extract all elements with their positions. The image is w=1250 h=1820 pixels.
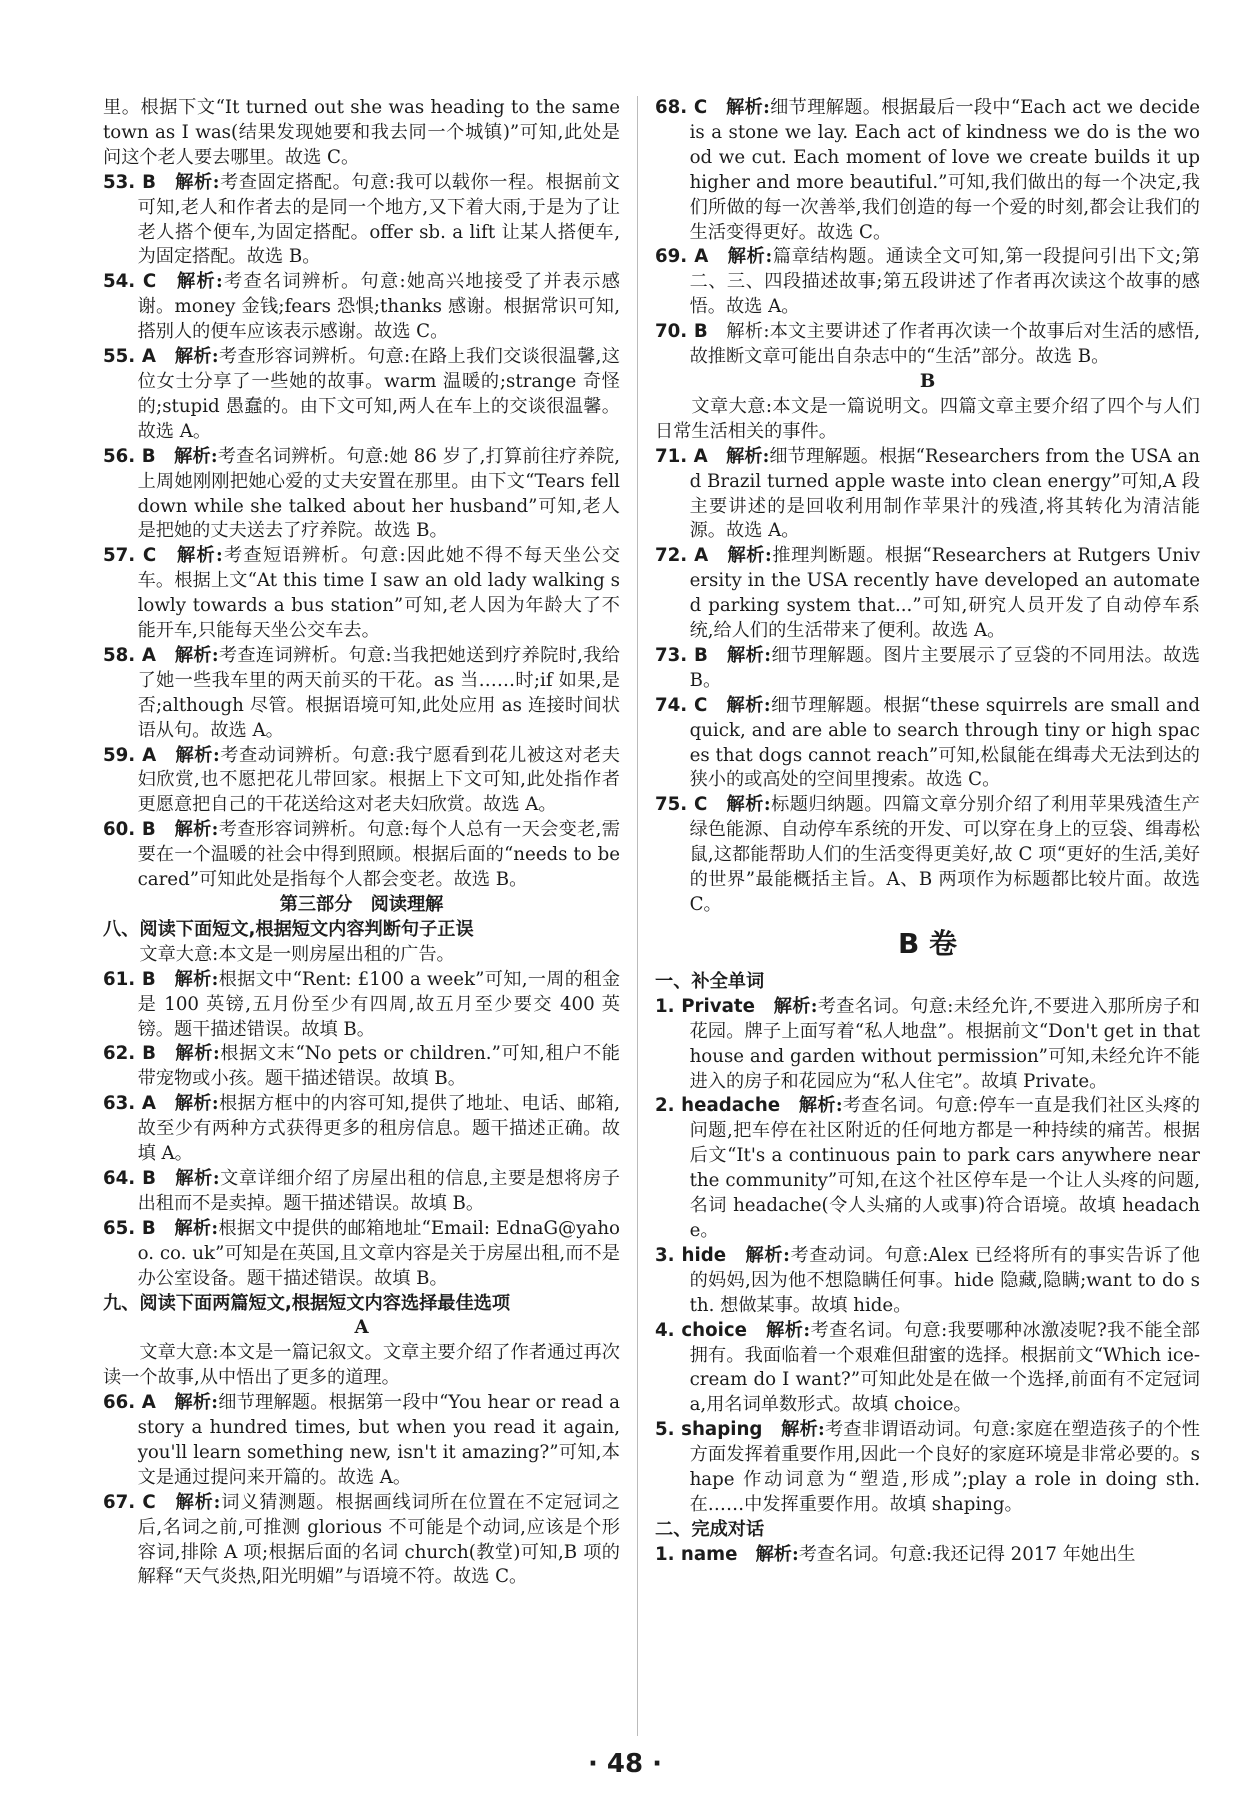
- answer-item: [103, 1092, 620, 1167]
- analysis-label: 解析:: [174, 819, 219, 841]
- answer-number: 62. B: [103, 1043, 176, 1065]
- answer-text: 考查动词。句意:Alex 已经将所有的事实告诉了他的妈妈,因为他不想隐瞒任何事。hide 隐藏,隐瞒;want to do sth. 想做某事。故填 hide。: [689, 1244, 1200, 1316]
- answer-text: 考查名词辨析。句意:她高兴地接受了并表示感谢。money 金钱;fears 恐惧;thanks 感谢。根据常识可知,搭别人的便车应该表示感谢。故选 C。: [137, 271, 620, 343]
- answer-text: 根据方框中的内容可知,提供了地址、电话、邮箱,故至少有两种方式获得更多的租房信息。题干描述正确。故填 A。: [137, 1093, 620, 1165]
- answer-list-words: [655, 995, 1200, 1518]
- part3-title: 第三部分 阅读理解: [279, 894, 444, 915]
- answer-item: [103, 445, 620, 545]
- answer-number: 59. A: [103, 744, 176, 766]
- answer-text: 细节理解题。根据“Researchers from the USA and Brazil turned apple waste into clean energy”可知,A 段主要讲述的是回收利用制作苹果汁的残渣,将其转化为清洁能源。故选 A。: [689, 445, 1200, 542]
- answer-item: [103, 1042, 620, 1092]
- answer-number: 64. B: [103, 1167, 176, 1189]
- answer-number: 58. A: [103, 644, 175, 666]
- answer-number: 61. B: [103, 968, 175, 990]
- analysis-label: 解析:: [726, 694, 771, 716]
- answer-text: 考查连词辨析。句意:当我把她送到疗养院时,我给了她一些我车里的两天前买的干花。as 当……时;if 如果,是否;although 尽管。根据语境可知,此处应用 as 连接时间状语从句。故选 A。: [137, 644, 620, 741]
- answer-text: 细节理解题。根据最后一段中“Each act we decide is a stone we lay. Each act of kindness we do is the wood we cut. Each moment of love we create builds it up higher and more beautiful.”可知,我们做出的每一个决定,我们所做的每一次善举,我们创造的每一个爱的时刻,都会让我们的生活变得更好。故选 C。: [689, 97, 1200, 243]
- section2-heading: 二、完成对话: [655, 1518, 765, 1540]
- answer-text: 根据文中“Rent: £100 a week”可知,一周的租金是 100 英镑,五月份至少有四周,故五月至少要交 400 英镑。题干描述错误。故填 B。: [137, 968, 621, 1040]
- left-column: [103, 96, 620, 1590]
- answer-number: 68. C: [655, 97, 727, 118]
- analysis-label: 解析:: [745, 1244, 790, 1266]
- answer-number: 71. A: [655, 445, 727, 467]
- analysis-label: 解析:: [766, 1319, 811, 1341]
- right-column: [655, 96, 1200, 1568]
- answer-item: [103, 345, 620, 445]
- analysis-label: 解析:: [726, 445, 770, 467]
- answer-text: 考查名词。句意:我要哪种冰激凌呢?我不能全部拥有。我面临着一个艰难但甜蜜的选择。根据前文“Which ice-cream do I want?”可知此处是在做一个选择,前面有不定冠词 a,用名词单数形式。故填 choice。: [689, 1319, 1200, 1416]
- analysis-label: 解析:: [177, 271, 223, 293]
- analysis-label: 解析:: [174, 1093, 219, 1115]
- answer-number: 65. B: [103, 1217, 175, 1239]
- page-number: · 48 ·: [587, 1749, 663, 1779]
- analysis-label: 解析:: [727, 545, 772, 567]
- answer-item: [103, 270, 620, 345]
- answer-number: 4. choice: [655, 1319, 767, 1341]
- answer-item: [103, 1391, 620, 1491]
- passage-b-summary: 文章大意:本文是一篇说明文。四篇文章主要介绍了四个与人们日常生活相关的事件。: [655, 395, 1200, 442]
- answer-number: 57. C: [103, 545, 177, 567]
- answer-list-dialogue: [655, 1543, 1200, 1568]
- analysis-label: 解析:: [175, 744, 220, 766]
- answer-item: [655, 1418, 1200, 1518]
- answer-item: [103, 1491, 620, 1591]
- answer-number: 75. C: [655, 794, 727, 816]
- answer-text: 词义猜测题。根据画线词所在位置在不定冠词之后,名词之前,可推测 glorious 不可能是个动词,应该是个形容词,排除 A 项;根据后面的名词 church(教堂)可知,B 项的解释“天气炎热,阳光明媚”与语境不符。故选 C。: [137, 1491, 620, 1588]
- answer-text: 解析:本文主要讲述了作者再次读一个故事后对生活的感悟,故推断文章可能出自杂志中的“生活”部分。故选 B。: [689, 321, 1200, 368]
- question9-heading: 九、阅读下面两篇短文,根据短文内容选择最佳选项: [103, 1292, 511, 1314]
- answer-item: [103, 171, 620, 271]
- answer-text: 考查名词。句意:我还记得 2017 年她出生: [798, 1543, 1136, 1565]
- answer-text: 考查非谓语动词。句意:家庭在塑造孩子的个性方面发挥着重要作用,因此一个良好的家庭环境是非常必要的。shape 作动词意为“塑造,形成”;play a role in doing sth. 在……中发挥重要作用。故填 shaping。: [689, 1419, 1200, 1515]
- answer-text: 考查形容词辨析。句意:在路上我们交谈很温馨,这位女士分享了一些她的故事。warm 温暖的;strange 奇怪的;stupid 愚蠢的。由下文可知,两人在车上的交谈很温馨。故选 A。: [137, 346, 620, 442]
- answer-item: [103, 1167, 620, 1217]
- answer-number: 54. C: [103, 271, 177, 293]
- answer-item: [655, 445, 1200, 545]
- analysis-label: 解析:: [174, 1217, 219, 1239]
- answer-list-53-60: [103, 171, 620, 893]
- answer-item: [655, 1319, 1200, 1419]
- analysis-label: 解析:: [175, 1167, 220, 1189]
- answer-list-71-75: [655, 445, 1200, 918]
- passage-a-summary: 文章大意:本文是一篇记叙文。文章主要介绍了作者通过再次读一个故事,从中悟出了更多的道理。: [103, 1342, 620, 1389]
- analysis-label: 解析:: [175, 1491, 221, 1513]
- column-divider: [637, 96, 638, 1736]
- analysis-label: 解析:: [174, 445, 218, 467]
- answer-number: 55. A: [103, 346, 175, 368]
- answer-number: 66. A: [103, 1392, 175, 1414]
- analysis-label: 解析:: [174, 968, 219, 990]
- answer-item: [655, 245, 1200, 320]
- answer-number: 53. B: [103, 171, 176, 193]
- volume-b-heading: B 卷: [897, 926, 958, 960]
- answer-item: [103, 968, 620, 1043]
- answer-number: 73. B: [655, 644, 727, 666]
- question8-heading: 八、阅读下面短文,根据短文内容判断句子正误: [103, 918, 474, 940]
- answer-item: [103, 1217, 620, 1292]
- answer-text: 考查短语辨析。句意:因此她不得不每天坐公交车。根据上文“At this time I saw an old lady walking slowly towards a bus station”可知,老人因为年龄大了不能开车,只能每天坐公交车去。: [137, 545, 620, 642]
- answer-item: [103, 744, 620, 819]
- answer-item: [655, 644, 1200, 694]
- answer-item: [655, 995, 1200, 1095]
- analysis-label: 解析:: [727, 246, 773, 268]
- answer-item: [103, 644, 620, 744]
- answer-text: 根据文末“No pets or children.”可知,租户不能带宠物或小孩。题干描述错误。故填 B。: [137, 1043, 620, 1090]
- answer-text: 细节理解题。根据“these squirrels are small and quick, and are able to search through tiny or high spaces that dogs cannot reach”可知,松鼠能在缉毒犬无法到达的狭小的或高处的空间里搜索。故选 C。: [689, 694, 1201, 791]
- answer-number: 70. B: [655, 321, 727, 343]
- analysis-label: 解析:: [726, 97, 770, 118]
- answer-number: 1. Private: [655, 995, 774, 1017]
- analysis-label: 解析:: [773, 995, 818, 1017]
- answer-text: 文章详细介绍了房屋出租的信息,主要是想将房子出租而不是卖掉。题干描述错误。故填 B。: [137, 1167, 620, 1214]
- section1-heading: 一、补全单词: [655, 970, 765, 992]
- question8-summary: 文章大意:本文是一则房屋出租的广告。: [139, 943, 455, 965]
- analysis-label: 解析:: [798, 1095, 843, 1117]
- passage-a-letter: A: [354, 1317, 369, 1339]
- answer-text: 考查名词辨析。句意:她 86 岁了,打算前往疗养院,上周她刚刚把她心爱的丈夫安置在那里。由下文“Tears fell down while she talked about her husband”可知,老人是把她的丈夫送去了疗养院。故选 B。: [137, 445, 620, 542]
- answer-item: [655, 320, 1200, 370]
- answer-number: 63. A: [103, 1093, 175, 1115]
- answer-text: 标题归纳题。四篇文章分别介绍了利用苹果残渣生产绿色能源、自动停车系统的开发、可以穿在身上的豆袋、缉毒松鼠,这都能帮助人们的生活变得更美好,故 C 项“更好的生活,美好的世界”最能概括主旨。A、B 两项作为标题都比较片面。故选 C。: [689, 794, 1200, 915]
- answer-text: 推理判断题。根据“Researchers at Rutgers University in the USA recently have developed an automated parking system that...”可知,研究人员开发了自动停车系统,给人们的生活带来了便利。故选 A。: [689, 545, 1200, 642]
- answer-number: 60. B: [103, 819, 175, 841]
- analysis-label: 解析:: [781, 1419, 825, 1441]
- answer-number: 1. name: [655, 1543, 756, 1565]
- analysis-label: 解析:: [727, 644, 772, 666]
- answer-number: 5. shaping: [655, 1419, 782, 1441]
- answer-text: 细节理解题。图片主要展示了豆袋的不同用法。故选 B。: [689, 644, 1200, 691]
- answer-text: 考查动词辨析。句意:我宁愿看到花儿被这对老夫妇欣赏,也不愿把花儿带回家。根据上下文可知,此处指作者更愿意把自己的干花送给这对老夫妇欣赏。故选 A。: [137, 744, 620, 816]
- passage-b-letter: B: [919, 370, 936, 392]
- answer-text: 根据文中提供的邮箱地址“Email: EdnaG@yahoo. co. uk”可知是在英国,且文章内容是关于房屋出租,而不是办公室设备。题干描述错误。故填 B。: [137, 1217, 620, 1289]
- answer-list-66-67: [103, 1391, 620, 1590]
- analysis-label: 解析:: [175, 1043, 220, 1065]
- analysis-label: 解析:: [755, 1543, 799, 1565]
- answer-item: [655, 96, 1200, 245]
- answer-item: [655, 793, 1200, 918]
- answer-text: 篇章结构题。通读全文可知,第一段提问引出下文;第二、三、四段描述故事;第五段讲述了作者再次读这个故事的感悟。故选 A。: [689, 246, 1200, 318]
- intro-paragraph: 里。根据下文“It turned out she was heading to the same town as I was(结果发现她要和我去同一个城镇)”可知,此处是问这个老人要去哪里。故选 C。: [103, 97, 620, 168]
- analysis-label: 解析:: [175, 171, 220, 193]
- answer-number: 72. A: [655, 545, 728, 567]
- answer-item: [655, 1094, 1200, 1243]
- answer-text: 考查名词。句意:停车一直是我们社区头疼的问题,把车停在社区附近的任何地方都是一种持续的痛苦。根据后文“It's a continuous pain to park cars anywhere near the community”可知,在这个社区停车是一个让人头疼的问题,名词 headache(令人头痛的人或事)符合语境。故填 headache。: [689, 1095, 1201, 1241]
- answer-number: 56. B: [103, 445, 175, 467]
- answer-list-61-65: [103, 968, 620, 1292]
- answer-item: [655, 694, 1200, 794]
- answer-item: [103, 818, 620, 893]
- answer-item: [655, 1244, 1200, 1319]
- analysis-label: 解析:: [177, 545, 223, 567]
- analysis-label: 解析:: [726, 794, 771, 816]
- analysis-label: 解析:: [174, 644, 219, 666]
- answer-list-68-70: [655, 96, 1200, 370]
- answer-number: 74. C: [655, 694, 727, 716]
- answer-number: 2. headache: [655, 1095, 799, 1117]
- answer-number: 3. hide: [655, 1244, 746, 1266]
- answer-text: 考查形容词辨析。句意:每个人总有一天会变老,需要在一个温暖的社会中得到照顾。根据后面的“needs to be cared”可知此处是指每个人都会变老。故选 B。: [137, 819, 620, 891]
- answer-number: 67. C: [103, 1491, 176, 1513]
- analysis-label: 解析:: [174, 346, 219, 368]
- answer-text: 考查名词。句意:未经允许,不要进入那所房子和花园。牌子上面写着“私人地盘”。根据前文“Don't get in that house and garden without permission”可知,未经允许不能进入的房子和花园应为“私人住宅”。故填 Private。: [689, 995, 1200, 1092]
- answer-text: 细节理解题。根据第一段中“You hear or read a story a hundred times, but when you read it again, you'll learn something new, isn't it amazing?”可知,本文是通过提问来开篇的。故选 A。: [137, 1392, 620, 1488]
- answer-item: [103, 544, 620, 644]
- analysis-label: 解析:: [174, 1392, 219, 1414]
- answer-item: [655, 1543, 1200, 1568]
- answer-text: 考查固定搭配。句意:我可以载你一程。根据前文可知,老人和作者去的是同一个地方,又下着大雨,于是为了让老人搭个便车,为固定搭配。offer sb. a lift 让某人搭便车,为固定搭配。故选 B。: [137, 171, 620, 268]
- answer-number: 69. A: [655, 246, 728, 268]
- answer-item: [655, 544, 1200, 644]
